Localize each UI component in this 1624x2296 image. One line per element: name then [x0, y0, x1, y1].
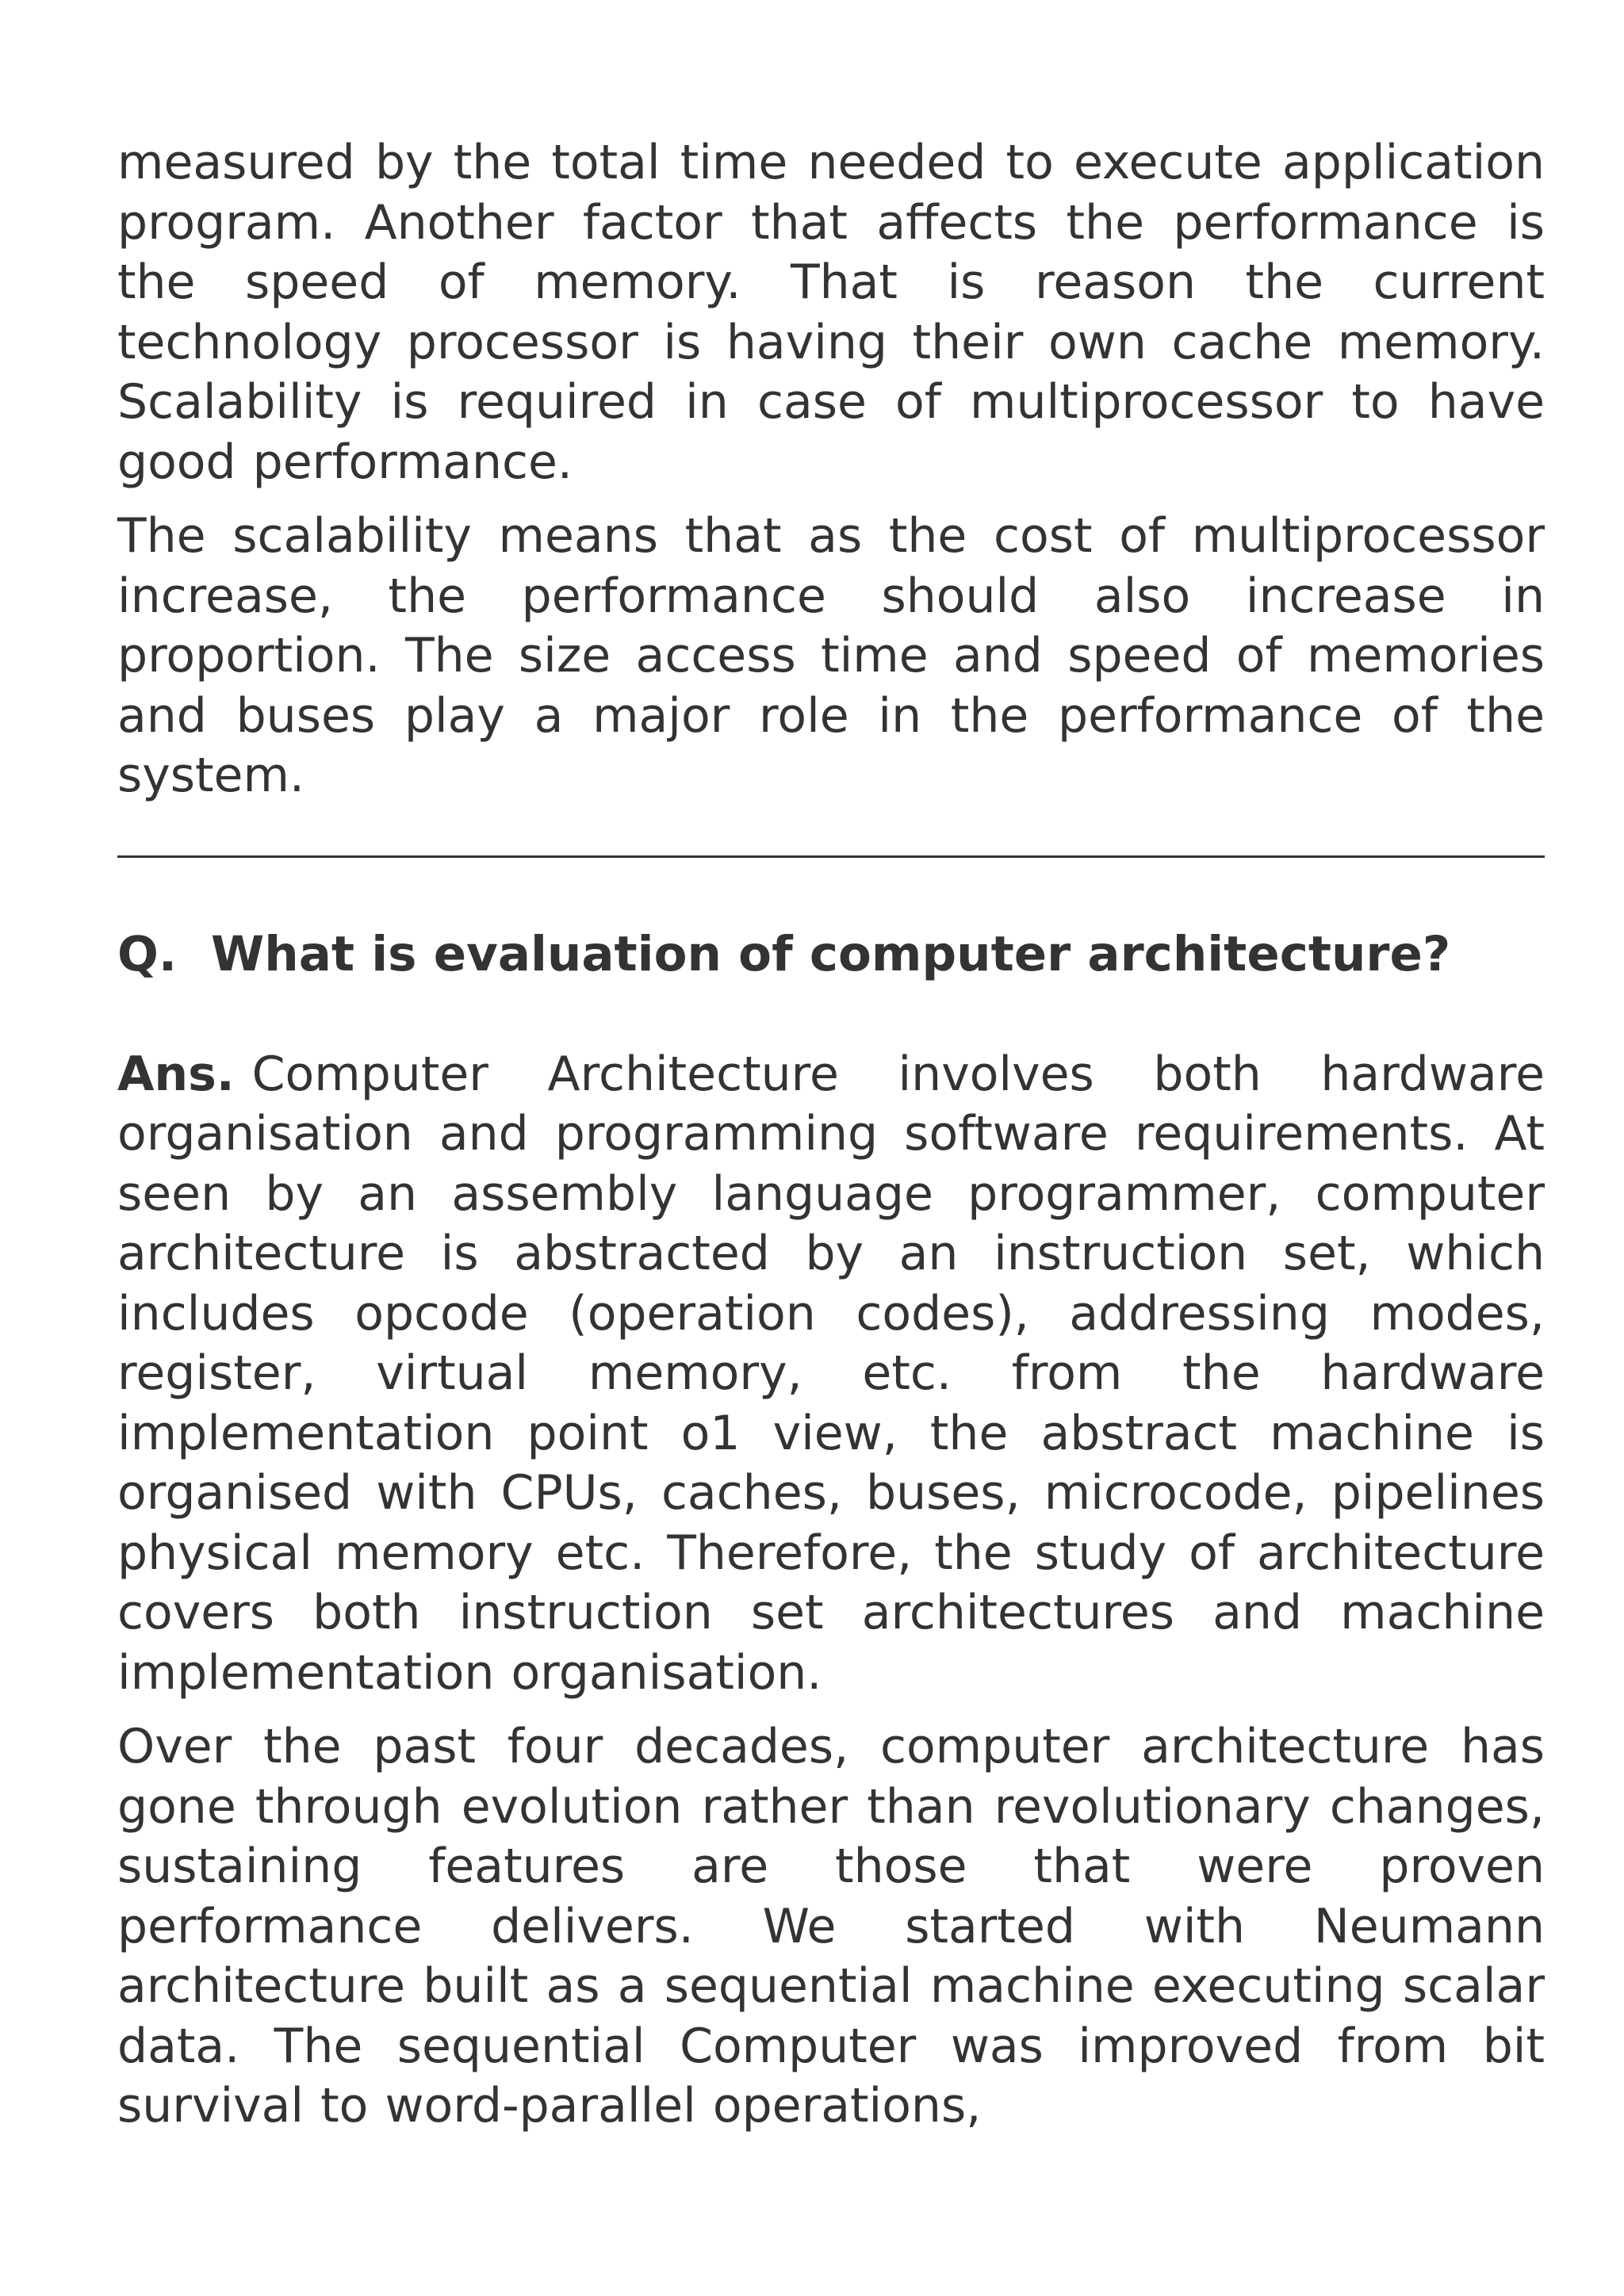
answer-paragraph: [117, 1045, 1545, 1704]
document-page: [117, 133, 1545, 2137]
question-heading: [117, 923, 1545, 986]
question-prefix: Q.: [117, 925, 178, 982]
body-paragraph: The scalability means that as the cost of multiprocessor increase, the performance should also increase in proportion. The size access time and speed of memories and buses play a major role in the performance of the system.: [117, 508, 1545, 803]
answer-text: Computer Architecture involves both hardware organisation and programming software requirements. At seen by an assembly language programmer, computer architecture is abstracted by an instruction set, which includes opcode (operation codes), addressing modes, register, virtual memory, etc. from the hardware implementation point o1 view, the abstract machine is organised with CPUs, caches, buses, microcode, pipelines physical memory etc. Therefore, the study of architecture covers both instruction set architectures and machine implementation organisation.: [117, 1046, 1545, 1701]
answer-label: Ans.: [117, 1046, 235, 1102]
section-divider: [117, 855, 1545, 858]
body-paragraph: measured by the total time needed to execute application program. Another factor that affects the performance is the speed of memory. That is reason the current technology processor is having their own cache memory. Scalability is required in case of multiprocessor to have good performance.: [117, 135, 1545, 490]
question-text: What is evaluation of computer architecture?: [211, 925, 1451, 982]
answer-paragraph: Over the past four decades, computer architecture has gone through evolution rather than revolutionary changes, sustaining features are those that were proven performance delivers. We started with Neumann architecture built as a sequential machine executing scalar data. The sequential Computer was improved from bit survival to word-parallel operations,: [117, 1719, 1545, 2133]
answer-block: [117, 1045, 1545, 2137]
